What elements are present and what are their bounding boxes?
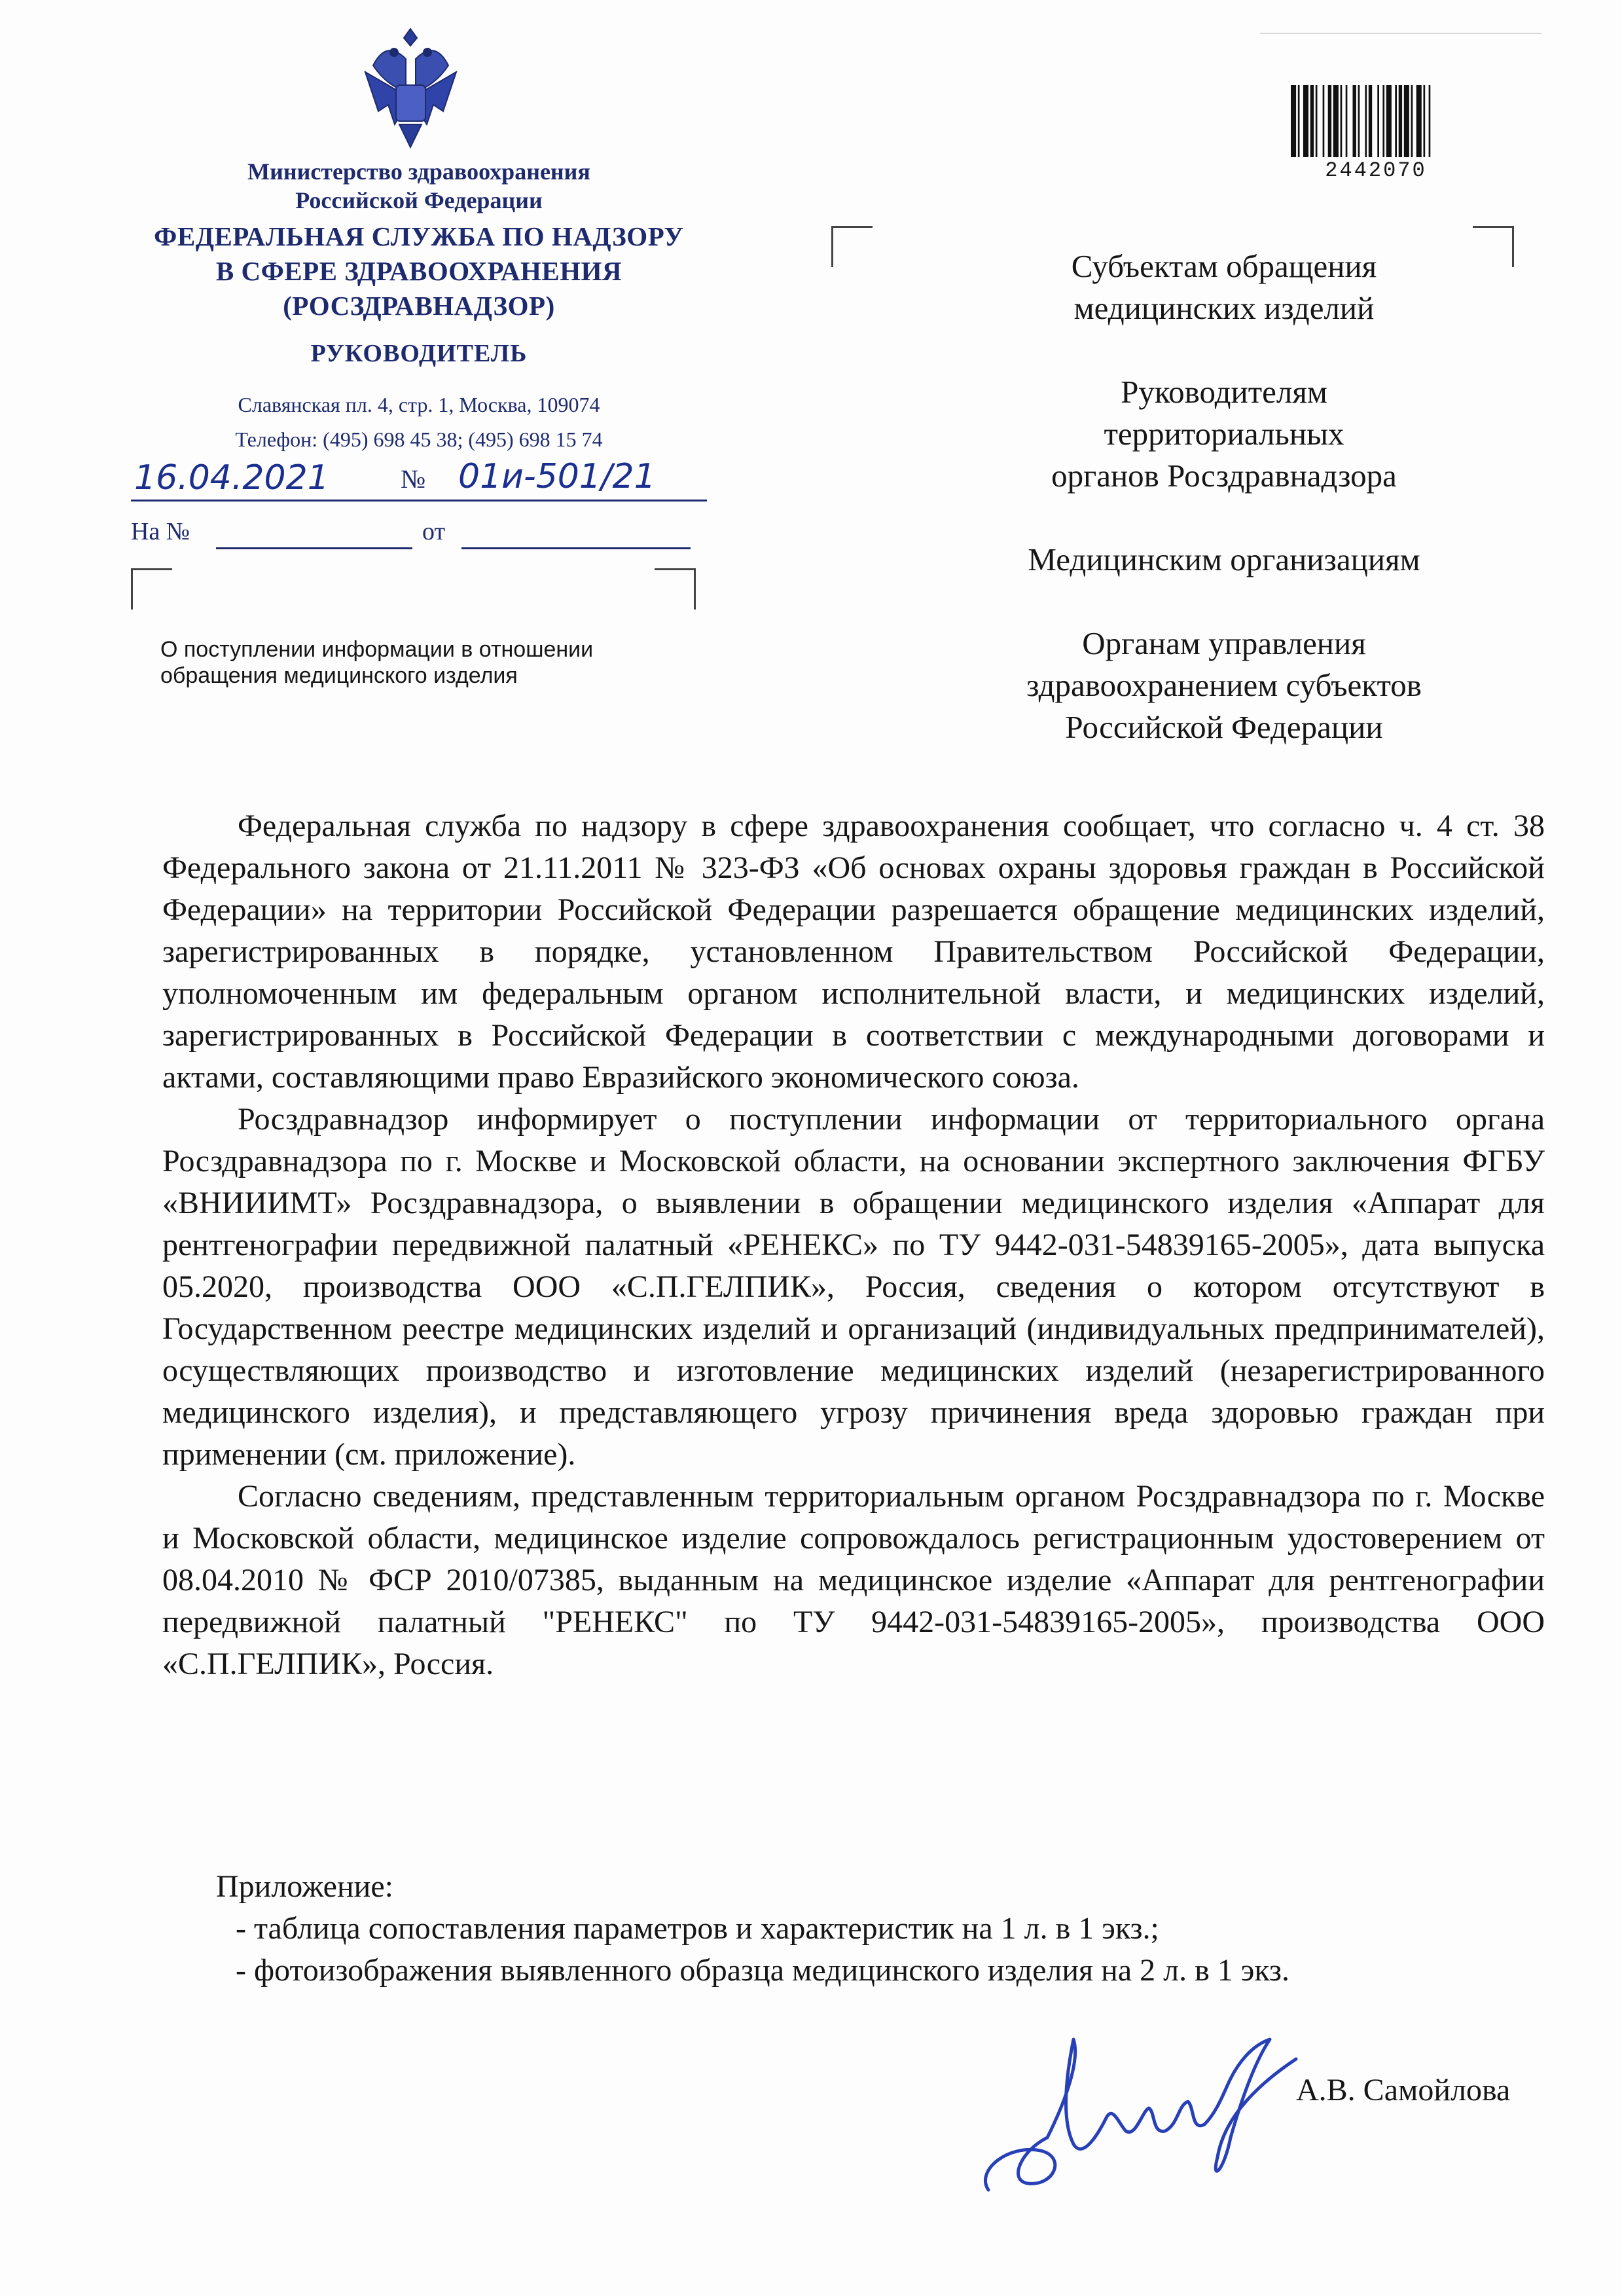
barcode-bar <box>1386 85 1392 157</box>
barcode-bar <box>1395 85 1397 157</box>
recipients-corner-left <box>831 226 873 267</box>
recipient: Медицинским организациям <box>1028 541 1420 577</box>
barcode-bar <box>1298 85 1300 157</box>
reply-date-label: от <box>422 518 446 545</box>
recipient: Руководителям территориальных органов Росздравнадзора <box>1051 374 1397 494</box>
barcode <box>1291 85 1461 157</box>
registration-underline <box>131 500 707 501</box>
top-rule <box>1260 33 1541 34</box>
head-title: РУКОВОДИТЕЛЬ <box>310 340 528 367</box>
barcode-bar <box>1429 85 1431 157</box>
barcode-bar <box>1369 85 1372 157</box>
signer-name: А.В. Самойлова <box>1296 2073 1511 2107</box>
recipient: Субъектам обращения медицинских изделий <box>1071 248 1377 326</box>
body-paragraph: Росздравнадзор информирует о поступлении информации от территориального органа Росздравнадзора по г. Москве и Московской области, на основании экспертного заключения ФГБУ «ВНИИИМТ» Росздравнадзора, о выявлении в обращении медицинского изделия «Аппарат для рентгенографии передвижной палатный «РЕНЕКС» по ТУ 9442-031-54839165-2005», дата выпуска 05.2020, производства ООО «С.П.ГЕЛПИК», Россия, сведения о котором отсутствуют в Государственном реестре медицинских изделий и организаций (индивидуальных предпринимателей), осуществляющих производство и изготовление медицинских изделий (незарегистрированного медицинского изделия), и представляющего угрозу причинения вреда здоровью граждан при применении (см. приложение). <box>162 1102 1545 1472</box>
appendix-list <box>236 1908 1289 1992</box>
letter-body <box>162 805 1545 1685</box>
reply-number-field <box>216 547 412 549</box>
body-paragraph: Федеральная служба по надзору в сфере здравоохранения сообщает, что согласно ч. 4 ст. 38 Федерального закона от 21.11.2011 № 323-ФЗ «Об основах охраны здоровья граждан в Российской Федерации» на территории Российской Федерации разрешается обращение медицинских изделий, зарегистрированных в порядке, установленном Правительством Российской Федерации, уполномоченным им федеральным органом исполнительной власти, и медицинских изделий, зарегистрированных в Российской Федерации в соответствии с международными договорами и актами, составляющими право Евразийского экономического союза. <box>162 809 1545 1095</box>
barcode-bar <box>1333 85 1339 157</box>
barcode-bar <box>1424 85 1426 157</box>
ministry-name: Министерство здравоохранения Российской Федерации <box>247 158 590 213</box>
body-paragraph: Согласно сведениям, представленным территориальным органом Росздравнадзора по г. Москве и Московской области, медицинское изделие сопровождалось регистрационным удостоверением от 08.04.2010 № ФСР 2010/07385, выданным на медицинское изделие «Аппарат для рентгенографии передвижной палатный "РЕНЕКС" по ТУ 9442-031-54839165-2005», производства ООО «С.П.ГЕЛПИК», Россия. <box>162 1479 1545 1681</box>
recipients-block <box>936 246 1512 790</box>
barcode-bar <box>1411 85 1413 157</box>
subject-corner-left <box>131 568 172 610</box>
barcode-bar <box>1323 85 1325 157</box>
state-emblem <box>360 26 461 154</box>
barcode-bar <box>1377 85 1379 157</box>
barcode-bar <box>1365 85 1367 157</box>
barcode-bar <box>1316 85 1318 157</box>
service-name: ФЕДЕРАЛЬНАЯ СЛУЖБА ПО НАДЗОРУ В СФЕРЕ ЗДРАВООХРАНЕНИЯ (РОСЗДРАВНАДЗОР) <box>154 221 684 321</box>
registration-date: 16.04.2021 <box>134 458 329 498</box>
subject-corner-right <box>655 568 696 610</box>
agency-address: Славянская пл. 4, стр. 1, Москва, 109074 Телефон: (495) 698 45 38; (495) 698 15 74 <box>235 393 603 451</box>
registration-number: 01и-501/21 <box>458 457 656 496</box>
registration-number-label: № <box>401 464 426 494</box>
appendix-title: Приложение: <box>216 1869 393 1904</box>
reply-number-label: На № <box>131 518 190 545</box>
barcode-bar <box>1416 85 1422 157</box>
barcode-bar <box>1399 85 1402 157</box>
barcode-bar <box>1310 85 1314 157</box>
letter-subject: О поступлении информации в отношении обращения медицинского изделия <box>160 637 594 688</box>
reply-date-field <box>461 547 691 549</box>
appendix-item: - таблица сопоставления параметров и характеристик на 1 л. в 1 экз.; <box>236 1911 1159 1946</box>
barcode-number: 2442070 <box>1325 158 1427 183</box>
recipient: Органам управления здравоохранением субъектов Российской Федерации <box>1026 625 1422 745</box>
barcode-bar <box>1353 85 1356 157</box>
barcode-bar <box>1291 85 1296 157</box>
barcode-bar <box>1346 85 1348 157</box>
handwritten-signature <box>969 2020 1309 2210</box>
barcode-bar <box>1328 85 1331 157</box>
barcode-bar <box>1341 85 1343 157</box>
barcode-bar <box>1358 85 1360 157</box>
barcode-bar <box>1382 85 1384 157</box>
appendix-item: - фотоизображения выявленного образца медицинского изделия на 2 л. в 1 экз. <box>236 1953 1289 1988</box>
barcode-bar <box>1303 85 1308 157</box>
barcode-bar <box>1404 85 1409 157</box>
